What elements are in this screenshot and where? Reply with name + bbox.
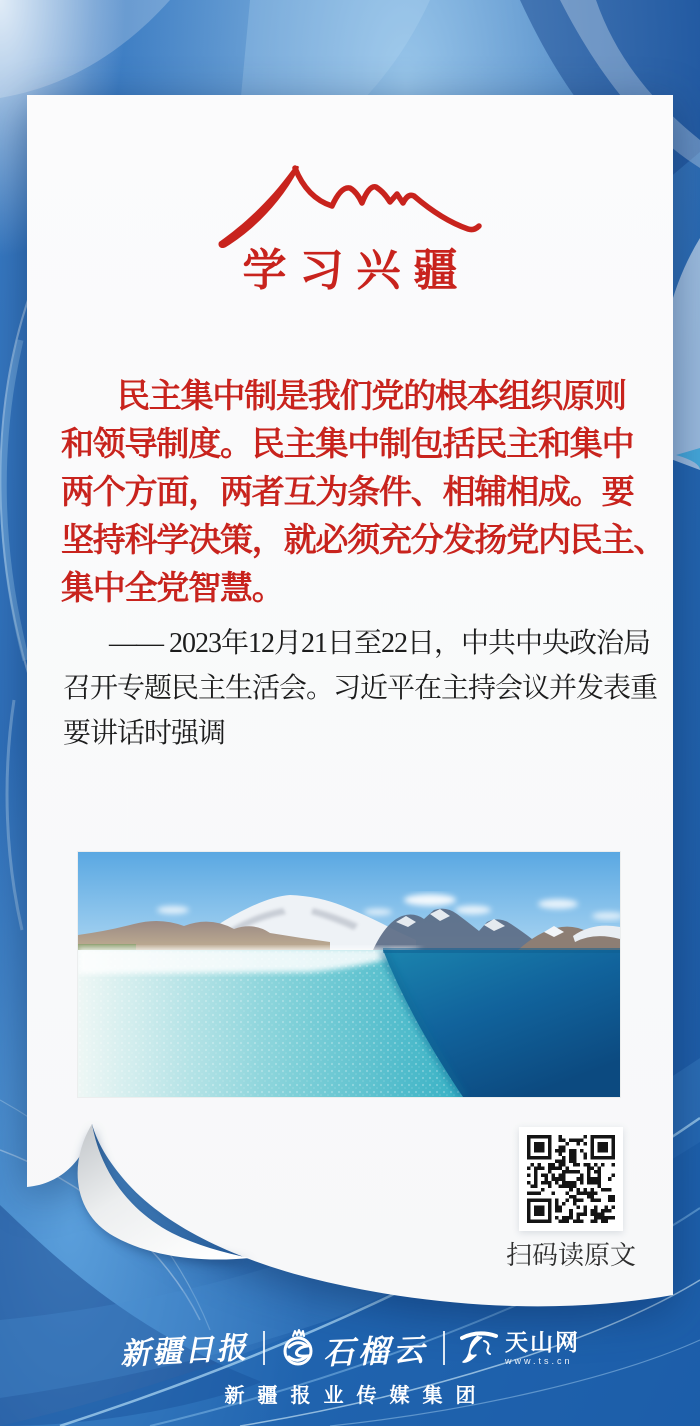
red-mountain-ridge-icon: [218, 158, 482, 252]
xinjiang-daily-wordmark: 新疆日报: [119, 1331, 249, 1372]
qr-label: 扫码读原文: [505, 1240, 636, 1270]
attribution-line: 召开专题民主生活会。习近平在主持会议并发表重: [63, 673, 658, 704]
tianshan-net-logo: [460, 1328, 580, 1366]
qr-pattern-icon: [527, 1135, 615, 1223]
footer-divider: [263, 1331, 265, 1365]
shiliu-cloud-logo: [280, 1326, 428, 1371]
quote-line: 集中全党智慧。: [61, 569, 284, 606]
footer: [0, 1326, 700, 1408]
quote-text: [61, 372, 666, 612]
tianshan-net-label: 天山网: [505, 1328, 580, 1355]
brand-title: 学习兴疆: [242, 246, 471, 295]
ts-monogram-icon: [460, 1331, 498, 1365]
attribution-line: 要讲话时强调: [63, 718, 226, 749]
attribution-line: —— 2023年12月21日至22日，中共中央政治局: [109, 628, 651, 659]
attribution-text: [63, 621, 658, 756]
quote-line: 两个方面，两者互为条件、相辅相成。要: [61, 473, 634, 510]
footer-divider: [443, 1331, 445, 1365]
footer-logo-row: [0, 1326, 700, 1370]
tianshan-net-url: www.ts.cn: [505, 1355, 573, 1366]
quote-line: 和领导制度。民主集中制包括民主和集中: [61, 425, 634, 462]
quote-line: 民主集中制是我们党的根本组织原则: [117, 377, 626, 414]
pomegranate-cloud-icon: [280, 1329, 316, 1367]
media-group-name: 新疆报业传媒集团: [224, 1385, 489, 1407]
lake-mountain-photo: [78, 852, 620, 1097]
quote-line: 坚持科学决策，就必须充分发扬党内民主、: [61, 521, 666, 558]
shiliu-cloud-label: 石榴云: [322, 1331, 429, 1371]
qr-code: [519, 1127, 623, 1231]
